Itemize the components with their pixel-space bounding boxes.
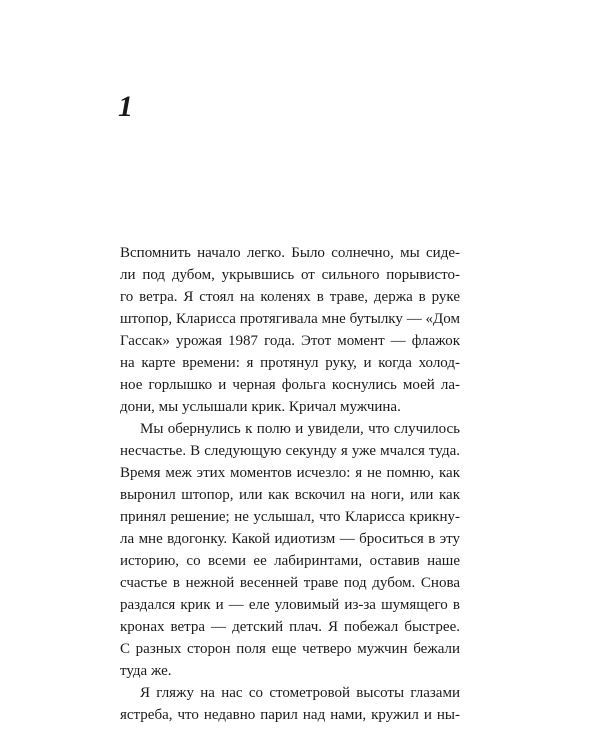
text-line: туда же. <box>120 663 172 679</box>
text-line: дони, мы услышали крик. Кричал мужчина. <box>120 399 401 415</box>
paragraph-1 <box>120 242 460 418</box>
text-line: счастье в нежной весенней траве под дубом. Снова <box>120 575 460 591</box>
text-line: ли под дубом, укрывшись от сильного порывисто- <box>120 267 460 283</box>
text-line: Вспомнить начало легко. Было солнечно, мы сиде- <box>120 245 460 261</box>
chapter-text <box>120 242 460 726</box>
text-line: Гассак» урожая 1987 года. Этот момент — флажок <box>120 333 460 349</box>
text-line: го ветра. Я стоял на коленях в траве, держа в руке <box>120 289 460 305</box>
text-line: Я гляжу на нас со стометровой высоты глазами <box>140 685 460 701</box>
text-line: Время меж этих моментов исчезло: я не помню, как <box>120 465 460 481</box>
text-line: на карте времени: я протянул руку, и когда холод- <box>120 355 460 371</box>
text-line: ное горлышко и черная фольга коснулись моей ла- <box>120 377 460 393</box>
chapter-number: 1 <box>118 90 133 123</box>
text-line: выронил штопор, или как вскочил на ноги, или как <box>120 487 460 503</box>
text-line: историю, со всеми ее лабиринтами, оставив наше <box>120 553 460 569</box>
text-line: принял решение; не услышал, что Кларисса крикну- <box>120 509 460 525</box>
text-line: раздался крик и — еле уловимый из-за шумящего в <box>120 597 460 613</box>
text-line: несчастье. В следующую секунду я уже мчался туда. <box>120 443 460 459</box>
text-line: С разных сторон поля еще четверо мужчин бежали <box>120 641 460 657</box>
text-line: ла мне вдогонку. Какой идиотизм — броситься в эту <box>120 531 460 547</box>
text-line: штопор, Кларисса протягивала мне бутылку — «Дом <box>120 311 460 327</box>
text-line: кронах ветра — детский плач. Я побежал быстрее. <box>120 619 460 635</box>
text-line: ястреба, что недавно парил над нами, кружил и ны- <box>120 707 460 723</box>
paragraph-3 <box>120 682 460 726</box>
paragraph-2 <box>120 418 460 682</box>
text-line: Мы обернулись к полю и увидели, что случилось <box>140 421 460 437</box>
